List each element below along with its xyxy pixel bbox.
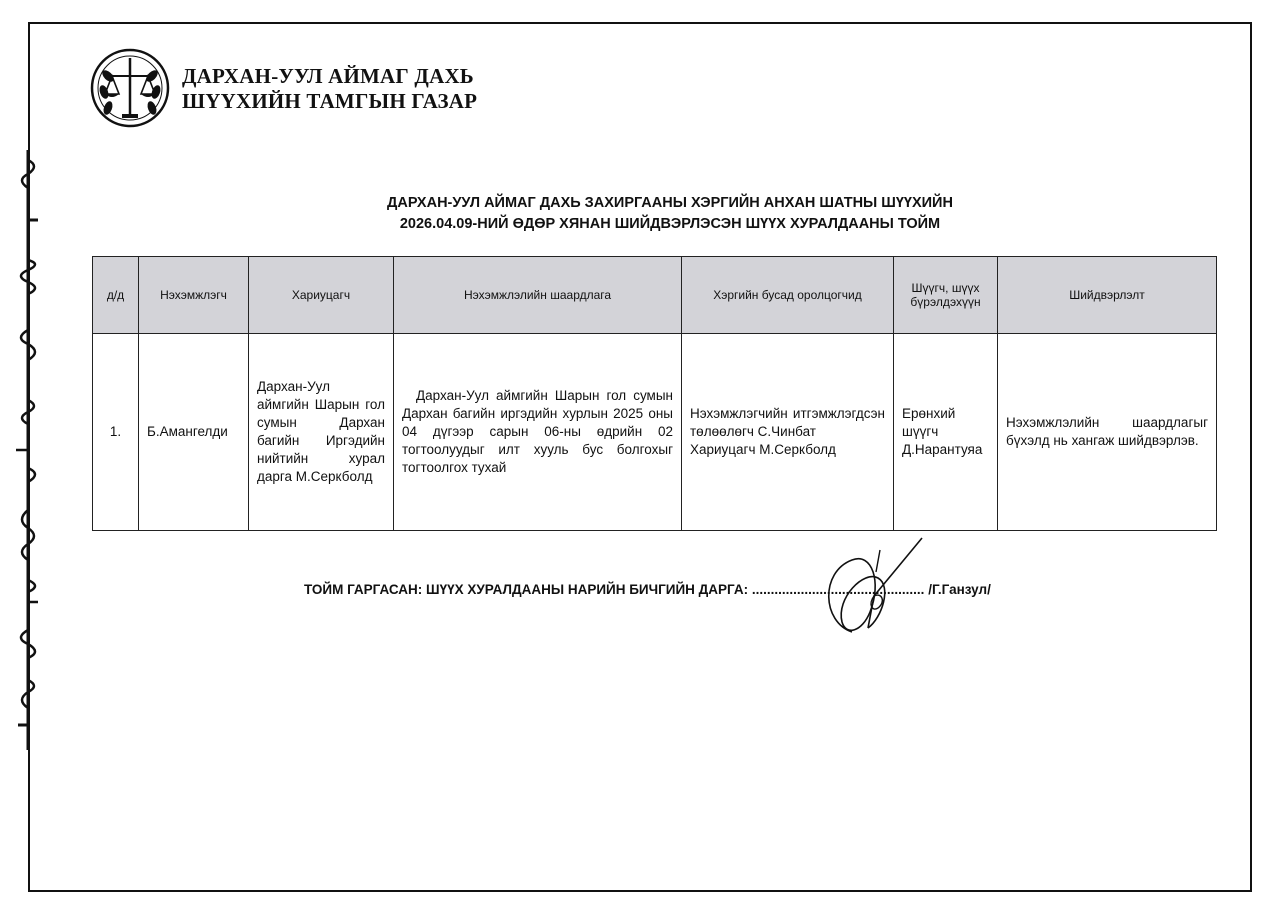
cell-participants	[682, 334, 894, 531]
header-defendant: Хариуцагч	[249, 257, 394, 334]
cell-plaintiff: Б.Амангелди	[139, 334, 249, 531]
footer-label: ТОЙМ ГАРГАСАН: ШҮҮХ ХУРАЛДААНЫ НАРИЙН БИЧГИЙН ДАРГА:	[304, 582, 749, 597]
title-line-2: 2026.04.09-НИЙ ӨДӨР ХЯНАН ШИЙДВЭРЛЭСЭН ШҮҮХ ХУРАЛДААНЫ ТОЙМ	[399, 216, 941, 232]
cell-claim: Дархан-Уул аймгийн Шарын гол сумын Дархан багийн иргэдийн хурлын 2025 оны 04 дүгээр сарын 06-ны өдрийн 02 тогтоолуудыг илт хууль бус болгохыг тогтоолгох тухай	[394, 334, 682, 531]
footer-name: /Г.Ганзул/	[928, 582, 991, 597]
cell-decision: Нэхэмжлэлийн шаардлагыг бүхэлд нь хангаж шийдвэрлэв.	[998, 334, 1217, 531]
title-line-1: ДАРХАН-УУЛ АЙМАГ ДАХЬ ЗАХИРГААНЫ ХЭРГИЙН АНХАН ШАТНЫ ШҮҮХИЙН	[387, 195, 953, 211]
header-plaintiff: Нэхэмжлэгч	[139, 257, 249, 334]
table-row	[93, 334, 1217, 531]
signature-icon	[812, 532, 930, 644]
participant-representative: Нэхэмжлэгчийн итгэмжлэгдсэн төлөөлөгч С.Чинбат	[690, 406, 885, 439]
document-title	[340, 193, 1000, 235]
footer-dots: ..............................................	[751, 582, 925, 597]
header-judge: Шүүгч, шүүх бүрэлдэхүүн	[894, 257, 998, 334]
organization-name	[182, 64, 477, 114]
table-header-row	[93, 257, 1217, 334]
organization-line-2: ШҮҮХИЙН ТАМГЫН ГАЗАР	[182, 89, 478, 113]
cell-num: 1.	[93, 334, 139, 531]
court-emblem-icon	[88, 46, 172, 130]
header-claim: Нэхэмжлэлийн шаардлага	[394, 257, 682, 334]
hearing-summary-table	[92, 256, 1217, 531]
header-participants: Хэргийн бусад оролцогчид	[682, 257, 894, 334]
participant-defendant: Хариуцагч М.Серкболд	[690, 442, 836, 457]
header-num: д/д	[93, 257, 139, 334]
vertical-mongolian-script	[4, 150, 44, 750]
cell-defendant: Дархан-Уул аймгийн Шарын гол сумын Дархан багийн Иргэдийн нийтийн хурал дарга М.Серкболд	[249, 334, 394, 531]
organization-line-1: ДАРХАН-УУЛ АЙМАГ ДАХЬ	[182, 64, 474, 88]
cell-judge: Ерөнхий шүүгч Д.Нарантуяа	[894, 334, 998, 531]
header-decision: Шийдвэрлэлт	[998, 257, 1217, 334]
